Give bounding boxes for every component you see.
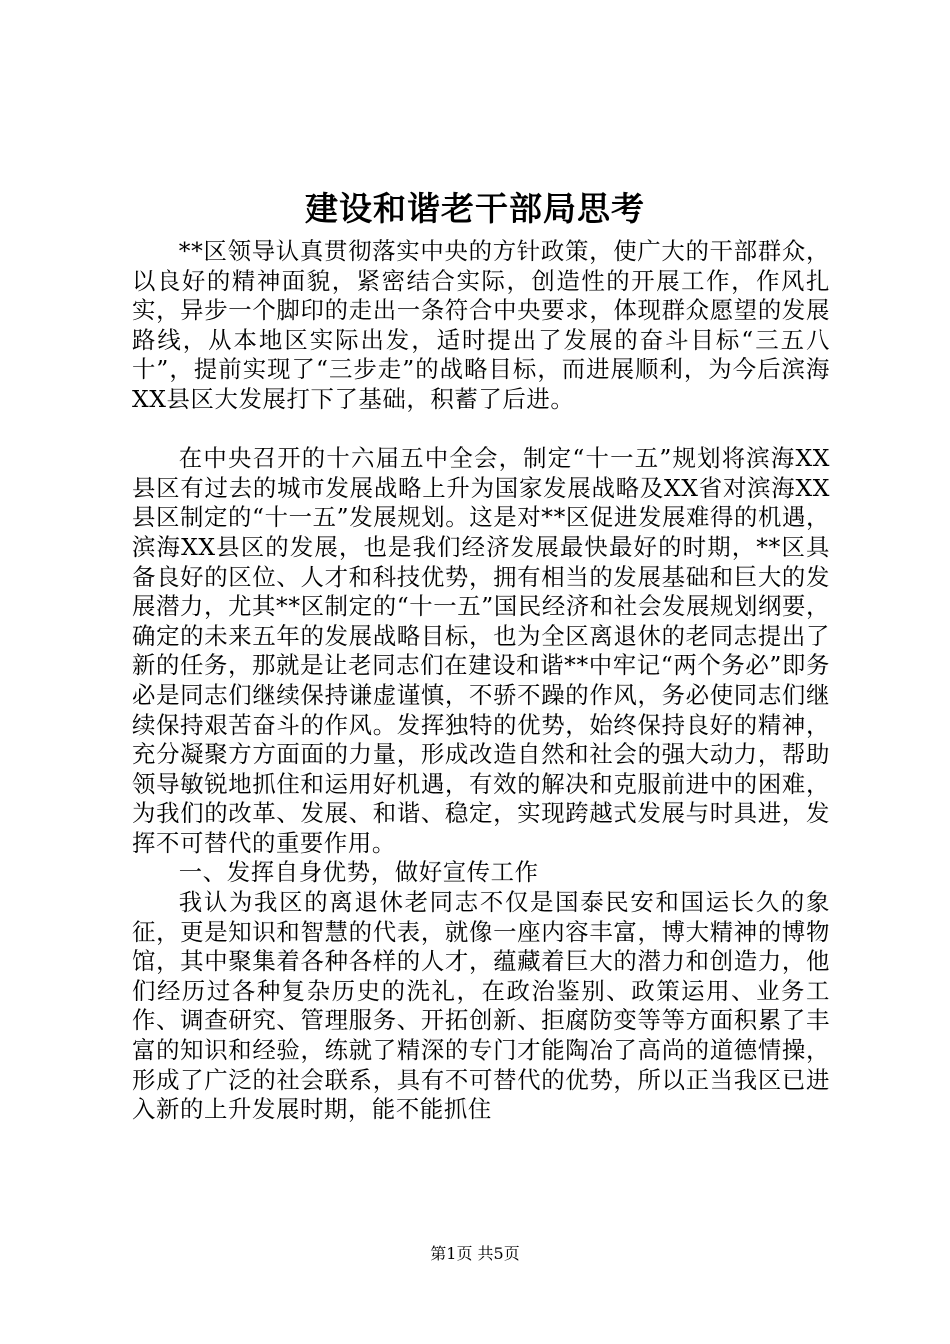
page-number-footer: 第1页 共5页 [430,1244,520,1263]
paragraph-section-one: 我认为我区的离退休老同志不仅是国泰民安和国运长久的象征，更是知识和智慧的代表，就像一座内容丰富，博大精神的博物馆，其中聚集着各种各样的人才，蕴藏着巨大的潜力和创造力，他们经历过各种复杂历史的洗礼，在政治鉴别、政策运用、业务工作、调查研究、管理服务、开拓创新、拒腐防变等等方面积累了丰富的知识和经验，练就了精深的专门才能陶冶了高尚的道德情操，形成了广泛的社会联系，具有不可替代的优势，所以正当我区已进入新的上升发展时期，能不能抓住 [132,888,830,1124]
section-heading: 一、发挥自身优势，做好宣传工作 [178,858,539,887]
document-title: 建设和谐老干部局思考 [305,189,645,228]
document-body [132,237,830,1125]
paragraph-intro: **区领导认真贯彻落实中央的方针政策，使广大的干部群众，以良好的精神面貌，紧密结合实际，创造性的开展工作，作风扎实，异步一个脚印的走出一条符合中央要求，体现群众愿望的发展路线，从本地区实际出发，适时提出了发展的奋斗目标“三五八十”，提前实现了“三步走”的战略目标，而进展顺利，为今后滨海XX县区大发展打下了基础，积蓄了后进。 [132,237,830,413]
paragraph-background: 在中央召开的十六届五中全会，制定“十一五”规划将滨海XX县区有过去的城市发展战略上升为国家发展战略及XX省对滨海XX县区制定的“十一五”发展规划。这是对**区促进发展难得的机遇，滨海XX县区的发展，也是我们经济发展最快最好的时期，**区具备良好的区位、人才和科技优势，拥有相当的发展基础和巨大的发展潜力，尤其**区制定的“十一五”国民经济和社会发展规划纲要，确定的未来五年的发展战略目标，也为全区离退休的老同志提出了新的任务，那就是让老同志们在建设和谐**中牢记“两个务必”即务必是同志们继续保持谦虚谨慎，不骄不躁的作风，务必使同志们继续保持艰苦奋斗的作风。发挥独特的优势，始终保持良好的精神，充分凝聚方方面面的力量，形成改造自然和社会的强大动力，帮助领导敏锐地抓住和运用好机遇，有效的解决和克服前进中的困难，为我们的改革、发展、和谐、稳定，实现跨越式发展与时具进，发挥不可替代的重要作用。 [132,444,830,857]
paragraph-spacer [132,415,830,445]
